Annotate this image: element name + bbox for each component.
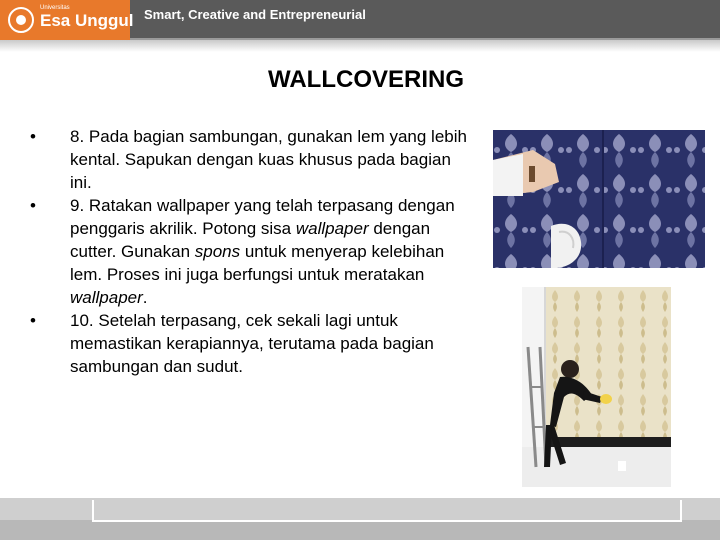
text-segment: 8. Pada bagian sambungan, gunakan lem yang lebih kental. Sapukan dengan kuas khusus pada bagian ini.: [70, 127, 467, 192]
slide-bottom-notch: [92, 500, 682, 522]
header-tagline: Smart, Creative and Entrepreneurial: [144, 7, 366, 22]
bullet-dot: •: [30, 127, 36, 146]
italic-term: spons: [194, 242, 241, 261]
slide-title: WALLCOVERING: [268, 66, 464, 93]
wallpaper-seam-illustration: [493, 130, 705, 268]
worker-checking-illustration: [522, 287, 671, 487]
bullet-text: [70, 196, 455, 307]
bullet-text: [70, 311, 434, 376]
bullet-dot: •: [30, 311, 36, 330]
university-logo-icon: [8, 7, 34, 33]
bullet-item: [30, 125, 470, 194]
wallpaper-seam-photo: [493, 130, 705, 268]
slide-top-frame: [0, 40, 720, 52]
text-segment: 9. Ratakan wallpaper yang telah terpasang dengan penggaris akrilik. Potong sisa: [70, 196, 455, 238]
text-segment: untuk menyerap kelebihan lem. Proses ini juga berfungsi untuk meratakan: [70, 242, 445, 284]
italic-term: wallpaper: [70, 288, 143, 307]
bullet-text: [70, 127, 467, 192]
italic-term: wallpaper: [295, 219, 369, 238]
text-segment: .: [142, 288, 148, 307]
brand-logo-block: [0, 0, 134, 40]
logo-subtext: Universitas: [40, 5, 70, 11]
logo-name: Esa Unggul: [40, 11, 134, 30]
bullet-list: [30, 125, 470, 378]
bullet-dot: •: [30, 196, 36, 215]
slide-bottom-band: [0, 520, 720, 540]
bullet-item: [30, 309, 470, 378]
bullet-item: [30, 194, 470, 309]
text-segment: 10. Setelah terpasang, cek sekali lagi untuk memastikan kerapiannya, terutama pada bagian sambungan dan sudut.: [70, 311, 434, 376]
text-segment: dengan cutter. Gunakan: [70, 219, 431, 261]
worker-checking-photo: [522, 287, 671, 487]
